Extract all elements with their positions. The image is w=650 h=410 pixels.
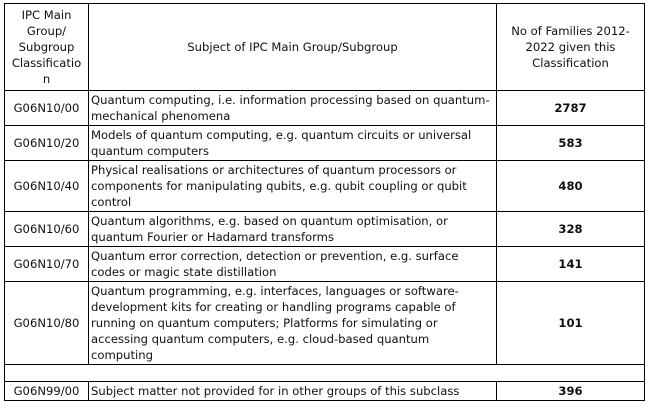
header-family-count: No of Families 2012-2022 given this Classification <box>497 4 645 91</box>
table-row <box>5 161 645 212</box>
subject-cell: Physical realisations or architectures of quantum processors or components for manipulating qubits, e.g. qubit coupling or qubit control <box>89 161 497 212</box>
empty-spacer-row <box>5 365 645 382</box>
family-count-cell: 480 <box>497 161 645 212</box>
subject-cell: Models of quantum computing, e.g. quantum circuits or universal quantum computers <box>89 126 497 161</box>
ipc-code-cell: G06N10/00 <box>5 91 89 126</box>
table-row <box>5 212 645 247</box>
family-count-cell: 583 <box>497 126 645 161</box>
ipc-code-cell: G06N99/00 <box>5 382 89 401</box>
family-count-cell: 101 <box>497 282 645 365</box>
table-row <box>5 282 645 365</box>
table-row <box>5 247 645 282</box>
ipc-code-cell: G06N10/40 <box>5 161 89 212</box>
ipc-code-cell: G06N10/20 <box>5 126 89 161</box>
ipc-code-cell: G06N10/70 <box>5 247 89 282</box>
family-count-cell: 2787 <box>497 91 645 126</box>
ipc-code-cell: G06N10/60 <box>5 212 89 247</box>
table-row <box>5 91 645 126</box>
subject-cell: Quantum computing, i.e. information processing based on quantum-mechanical phenomena <box>89 91 497 126</box>
empty-spacer-cell <box>5 365 645 382</box>
subject-cell: Subject matter not provided for in other groups of this subclass <box>89 382 497 401</box>
header-ipc-classification: IPC Main Group/ Subgroup Classificatio n <box>5 4 89 91</box>
table-row-footer <box>5 382 645 401</box>
header-subject: Subject of IPC Main Group/Subgroup <box>89 4 497 91</box>
subject-cell: Quantum error correction, detection or prevention, e.g. surface codes or magic state distillation <box>89 247 497 282</box>
ipc-code-cell: G06N10/80 <box>5 282 89 365</box>
subject-cell: Quantum programming, e.g. interfaces, languages or software-development kits for creating or handling programs capable of running on quantum computers; Platforms for simulating or accessing quantum computers, e.g. cloud-based quantum computing <box>89 282 497 365</box>
family-count-cell: 396 <box>497 382 645 401</box>
family-count-cell: 328 <box>497 212 645 247</box>
subject-cell: Quantum algorithms, e.g. based on quantum optimisation, or quantum Fourier or Hadamard transforms <box>89 212 497 247</box>
ipc-classification-table <box>4 3 645 401</box>
table-row <box>5 126 645 161</box>
family-count-cell: 141 <box>497 247 645 282</box>
table-header-row <box>5 4 645 91</box>
